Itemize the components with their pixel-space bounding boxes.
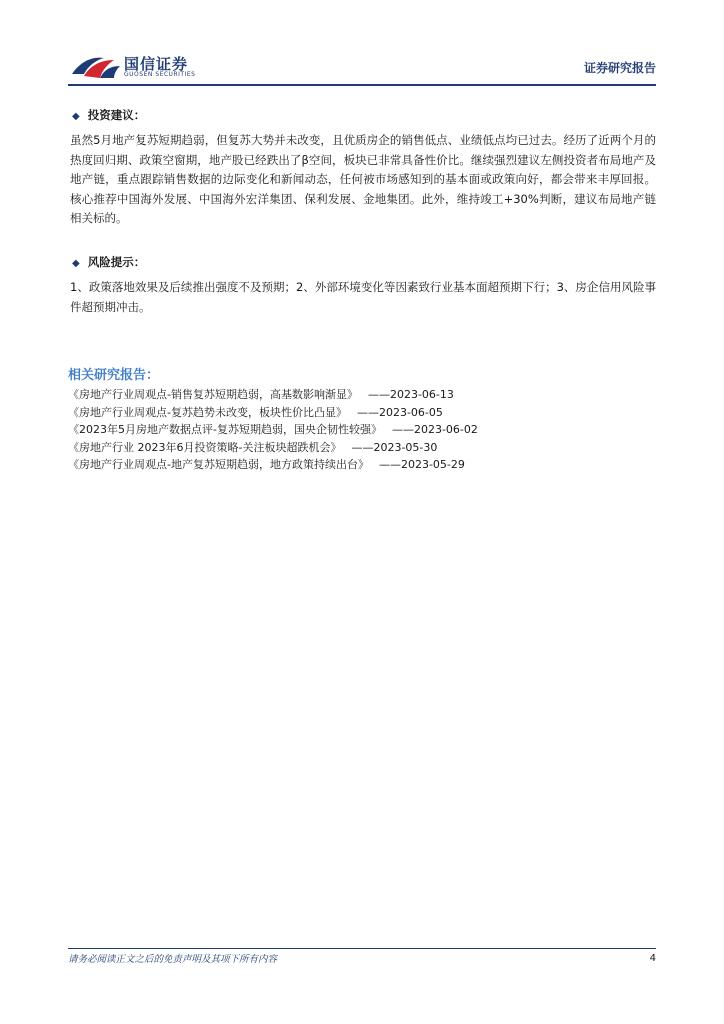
company-logo [68, 50, 208, 82]
guosen-logo-icon [70, 52, 122, 80]
related-report-date: ——2023-05-30 [351, 440, 438, 454]
header-divider [68, 84, 656, 86]
related-report-title: 《房地产行业 2023年6月投资策略-关注板块超跌机会》 [68, 440, 342, 454]
risk-heading-text: 风险提示： [87, 255, 146, 269]
related-report-date: ——2023-06-05 [356, 405, 443, 419]
footer-disclaimer: 请务必阅读正文之后的免责声明及其项下所有内容 [68, 954, 278, 965]
related-report-item[interactable] [68, 439, 668, 457]
logo-english-name: GUOSEN SECURITIES [124, 71, 196, 78]
related-report-date: ——2023-06-02 [391, 423, 478, 436]
related-report-title: 《房地产行业周观点-复苏趋势未改变，板块性价比凸显》 [68, 405, 347, 419]
related-report-date: ——2023-06-13 [367, 388, 454, 401]
related-report-title: 《房地产行业周观点-销售复苏短期趋弱，高基数影响渐显》 [68, 388, 358, 401]
footer-divider [68, 948, 656, 949]
related-report-date: ——2023-05-29 [378, 458, 465, 471]
risk-heading [72, 254, 145, 270]
related-report-item[interactable] [68, 386, 668, 404]
diamond-bullet-icon: ◆ [72, 111, 80, 122]
page-number: 4 [649, 953, 656, 964]
related-reports-title: 相关研究报告： [68, 368, 160, 383]
page-header [68, 50, 656, 86]
related-report-item[interactable] [68, 421, 668, 439]
related-report-item[interactable] [68, 456, 668, 474]
investment-heading [72, 107, 145, 123]
risk-body: 1、政策落地效果及后续推出强度不及预期；2、外部环境变化等因素致行业基本面超预期下行；3、房企信用风险事件超预期冲击。 [70, 280, 656, 314]
logo-chinese-name: 国信证券 [124, 55, 189, 73]
investment-body: 虽然5月地产复苏短期趋弱，但复苏大势并未改变，且优质房企的销售低点、业绩低点均已过去。经历了近两个月的热度回归期、政策空窗期，地产股已经跌出了β空间，板块已非常具备性价比。继续强烈建议左侧投资者布局地产及地产链，重点跟踪销售数据的边际变化和新闻动态，任何被市场感知到的基本面或政策向好，都会带来丰厚回报。核心推荐中国海外发展、中国海外宏洋集团、保利发展、金地集团。此外，维持竣工+30%判断，建议布局地产链相关标的。 [70, 133, 656, 225]
diamond-bullet-icon: ◆ [72, 258, 80, 269]
investment-heading-text: 投资建议： [87, 108, 146, 122]
related-report-title: 《房地产行业周观点-地产复苏短期趋弱，地方政策持续出台》 [68, 458, 369, 471]
report-type-label: 证券研究报告 [583, 61, 656, 75]
related-reports-list [68, 386, 668, 474]
related-report-title: 《2023年5月房地产数据点评-复苏短期趋弱，国央企韧性较强》 [68, 423, 382, 436]
related-report-item[interactable] [68, 404, 668, 422]
